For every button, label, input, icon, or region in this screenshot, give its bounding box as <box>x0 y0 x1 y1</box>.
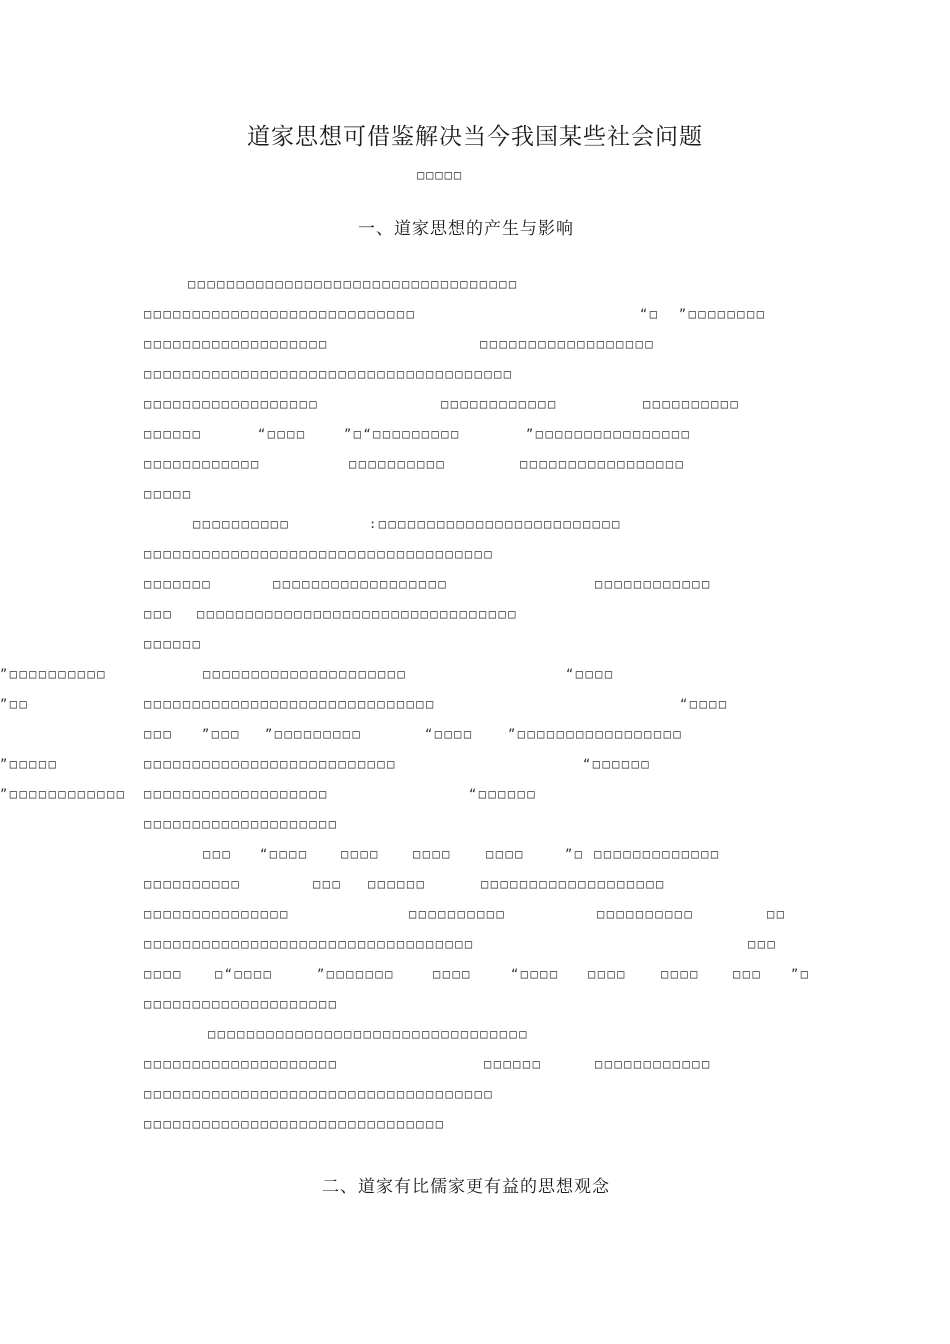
text-segment: ”□ □□□□□□□□□□□□□ <box>565 847 721 861</box>
text-segment: □□□□□□□□□□□□□□□□□□□□□□□□□□□□□□ <box>144 697 436 711</box>
text-segment: ”□□□□□□□□□□ <box>0 667 107 681</box>
text-segment: □□□□□□□□□□□□□□□□□□□□□□□□□□□□□□□□□□□□ <box>144 1087 495 1101</box>
text-segment: □□□□□□ <box>144 427 203 441</box>
text-segment: “□□□□ <box>258 427 307 441</box>
text-segment: ”□□□□□□□□□ <box>265 727 363 741</box>
text-segment: □□□□□□ <box>368 877 427 891</box>
text-line <box>0 877 950 899</box>
text-segment: □□□□□□□□□□□□□□□□□□□□□□□□□□□□□□□□□□ <box>188 277 519 291</box>
text-line <box>0 907 950 929</box>
text-segment: □□□□□□□□□□ <box>193 517 291 531</box>
text-segment: “□□□□ <box>425 727 474 741</box>
text-line <box>0 487 950 509</box>
text-segment: □□□□□□□□□□□□□□□□□□□□□□□□□□□□□□□ <box>144 1117 446 1131</box>
text-segment: □□□□ <box>413 847 452 861</box>
text-segment: “□□□□ <box>511 967 560 981</box>
text-segment: □□□□□□□□□□□□ <box>441 397 558 411</box>
text-segment: “□ ”□□□□□□□□ <box>640 307 767 321</box>
text-segment: □□□□ <box>486 847 525 861</box>
text-segment: □□□□□□□□□□□□□□□□□□□□□□□□□□□□□□□□□ <box>208 1027 529 1041</box>
text-line <box>0 457 950 479</box>
section-heading-2: 二、道家有比儒家更有益的思想观念 <box>322 1177 610 1197</box>
text-segment: □□□□□□□□□□ <box>144 877 242 891</box>
text-segment: “□□□□ <box>680 697 729 711</box>
text-line <box>0 307 950 329</box>
text-line <box>0 1027 950 1049</box>
text-segment: ”□□□□□□□ <box>317 967 395 981</box>
text-segment: □□□□□□□□□□ <box>643 397 741 411</box>
document-title: 道家思想可借鉴解决当今我国某些社会问题 <box>247 124 703 150</box>
text-segment: □□□□□□□□□□□□□□□□□□□□□□□□□□ <box>144 757 397 771</box>
text-segment: □□□□□□□□□□□□□□□□□□□□ <box>144 817 339 831</box>
text-line <box>0 337 950 359</box>
text-line <box>0 1117 950 1139</box>
text-line <box>0 787 950 809</box>
text-segment: □“□□□□ <box>215 967 274 981</box>
text-segment: □□□□□□□□□□□□ <box>595 1057 712 1071</box>
text-segment: ”□“□□□□□□□□□ <box>344 427 461 441</box>
text-segment: □□□ <box>203 847 233 861</box>
text-line <box>0 637 950 659</box>
text-segment: □□□ <box>748 937 778 951</box>
text-segment: □□□□□□□□□□□□□□□□□□□□□□□□□□□□□□□□□□□□□□ <box>144 367 514 381</box>
text-segment: □□□□□□□□□□□□□□□□□ <box>520 457 686 471</box>
text-segment: □□□□□□□□□□□□□□□□□□□ <box>144 337 329 351</box>
text-line <box>0 607 950 629</box>
text-segment: □□□□□□□□□□□□□□□□□□ <box>144 397 320 411</box>
text-segment: □□□□□□□ <box>144 577 213 591</box>
text-segment: □□□□□□□□□□□□ <box>595 577 712 591</box>
text-segment: □□□□□□□□□□ <box>349 457 447 471</box>
text-line <box>0 397 950 419</box>
text-line <box>0 547 950 569</box>
text-segment: □□□□□□□□□□□□□□□□□□□ <box>144 787 329 801</box>
text-segment: □□□□□ <box>144 487 193 501</box>
text-segment: □□□ <box>313 877 343 891</box>
text-segment: □□□□□□□□□□□□□□□□□□□□□□□□□□□□□□□□□□ <box>144 937 475 951</box>
text-segment: □□□□□□□□□□□□□□□□□□ <box>480 337 656 351</box>
section-heading-1: 一、道家思想的产生与影响 <box>358 219 574 239</box>
text-segment: □□□□ <box>433 967 472 981</box>
text-segment: ”□□□□□ <box>0 757 59 771</box>
text-segment: □□□□ <box>144 967 183 981</box>
text-segment: □□□□ <box>341 847 380 861</box>
text-segment: □□□□□□□□□□□□□□□□□□□□□□□□□□□□ <box>144 307 417 321</box>
text-line <box>0 727 950 749</box>
text-line <box>0 277 950 299</box>
text-segment: ”□□□□□□□□□□□□□□□□ <box>526 427 692 441</box>
text-segment: “□□□□ <box>260 847 309 861</box>
text-segment: □□□□□□□□□□ <box>597 907 695 921</box>
text-segment: □□□□□□ <box>144 637 203 651</box>
text-segment: “□□□□ <box>566 667 615 681</box>
text-segment: :□□□□□□□□□□□□□□□□□□□□□□□□□ <box>369 517 622 531</box>
text-line <box>0 997 950 1019</box>
text-line <box>0 577 950 599</box>
text-segment: □□□□□□□□□□□□□□□□□□□□□□□□□□□□□□□□□□□□ <box>144 547 495 561</box>
text-segment: □□□ <box>144 607 174 621</box>
author-line: □□□□□ <box>416 168 464 182</box>
text-segment: □□□□□□□□□□□□□□□□□□ <box>273 577 449 591</box>
text-segment: □□□□□□ <box>484 1057 543 1071</box>
text-line <box>0 697 950 719</box>
text-line <box>0 817 950 839</box>
text-line <box>0 967 950 989</box>
text-segment: □□□□□□□□□□□□□□□□□□□ <box>481 877 666 891</box>
text-segment: □□□ <box>144 727 174 741</box>
text-segment: □□□□□□□□□□□□□□□□□□□□ <box>144 1057 339 1071</box>
text-segment: □□□ <box>733 967 763 981</box>
text-segment: □□□□□□□□□□□□ <box>144 457 261 471</box>
text-segment: “□□□□□□ <box>583 757 652 771</box>
text-segment: ”□ <box>791 967 811 981</box>
text-segment: □□□□ <box>661 967 700 981</box>
text-segment: ”□□ <box>0 697 30 711</box>
text-line <box>0 1057 950 1079</box>
text-line <box>0 937 950 959</box>
text-line <box>0 427 950 449</box>
text-segment: ”□□□□□□□□□□□□ <box>0 787 127 801</box>
text-segment: ”□□□□□□□□□□□□□□□□□ <box>508 727 684 741</box>
text-line <box>0 757 950 779</box>
text-line <box>0 367 950 389</box>
text-segment: “□□□□□□ <box>469 787 538 801</box>
text-segment: □□□□□□□□□□□□□□□□□□□□□ <box>203 667 408 681</box>
text-segment: □□□□□□□□□□□□□□□□□□□□□□□□□□□□□□□□□ <box>197 607 518 621</box>
text-line <box>0 847 950 869</box>
text-line <box>0 1087 950 1109</box>
text-line <box>0 667 950 689</box>
text-segment: □□□□ <box>588 967 627 981</box>
text-segment: □□□□□□□□□□□□□□□ <box>144 907 290 921</box>
text-line <box>0 517 950 539</box>
text-segment: □□□□□□□□□□ <box>409 907 507 921</box>
text-segment: □□□□□□□□□□□□□□□□□□□□ <box>144 997 339 1011</box>
text-segment: □□ <box>767 907 787 921</box>
text-segment: ”□□□ <box>202 727 241 741</box>
